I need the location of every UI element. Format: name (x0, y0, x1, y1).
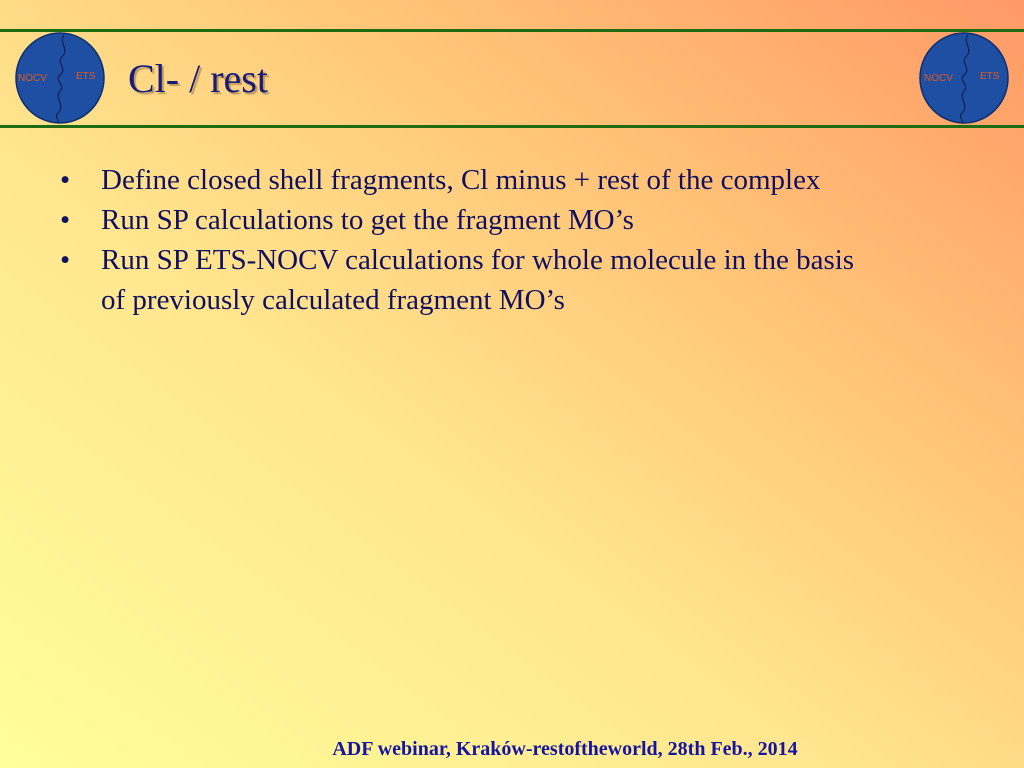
bullet-text: Run SP ETS-NOCV calculations for whole molecule in the basis (101, 244, 855, 276)
header-bottom-rule (0, 125, 1024, 128)
logo-right-text: ETS (980, 71, 1000, 82)
bullet-dot: • (60, 204, 71, 236)
logo-left-text: NOCV (924, 73, 953, 84)
bullet-item (56, 240, 1006, 320)
nocv-ets-logo-icon (14, 31, 106, 125)
bullet-item (56, 160, 1006, 200)
bullet-item (56, 200, 1006, 240)
logo-right-text: ETS (76, 71, 96, 82)
logo-left-text: NOCV (18, 73, 47, 84)
bullet-text: Define closed shell fragments, Cl minus + rest of the complex (101, 164, 821, 196)
footer-text: ADF webinar, Kraków-restoftheworld, 28th Feb., 2014 (332, 738, 798, 760)
slide-title: Cl- / rest (128, 56, 268, 101)
bullet-text: Run SP calculations to get the fragment MO’s (101, 204, 634, 236)
header-top-rule (0, 29, 1024, 32)
nocv-ets-logo-left (14, 31, 106, 125)
nocv-ets-logo-icon (918, 31, 1010, 125)
nocv-ets-logo-right (918, 31, 1010, 125)
bullet-dot: • (60, 164, 71, 196)
bullet-list (56, 160, 1006, 320)
bullet-continuation: of previously calculated fragment MO’s (101, 284, 565, 316)
bullet-dot: • (60, 244, 71, 276)
